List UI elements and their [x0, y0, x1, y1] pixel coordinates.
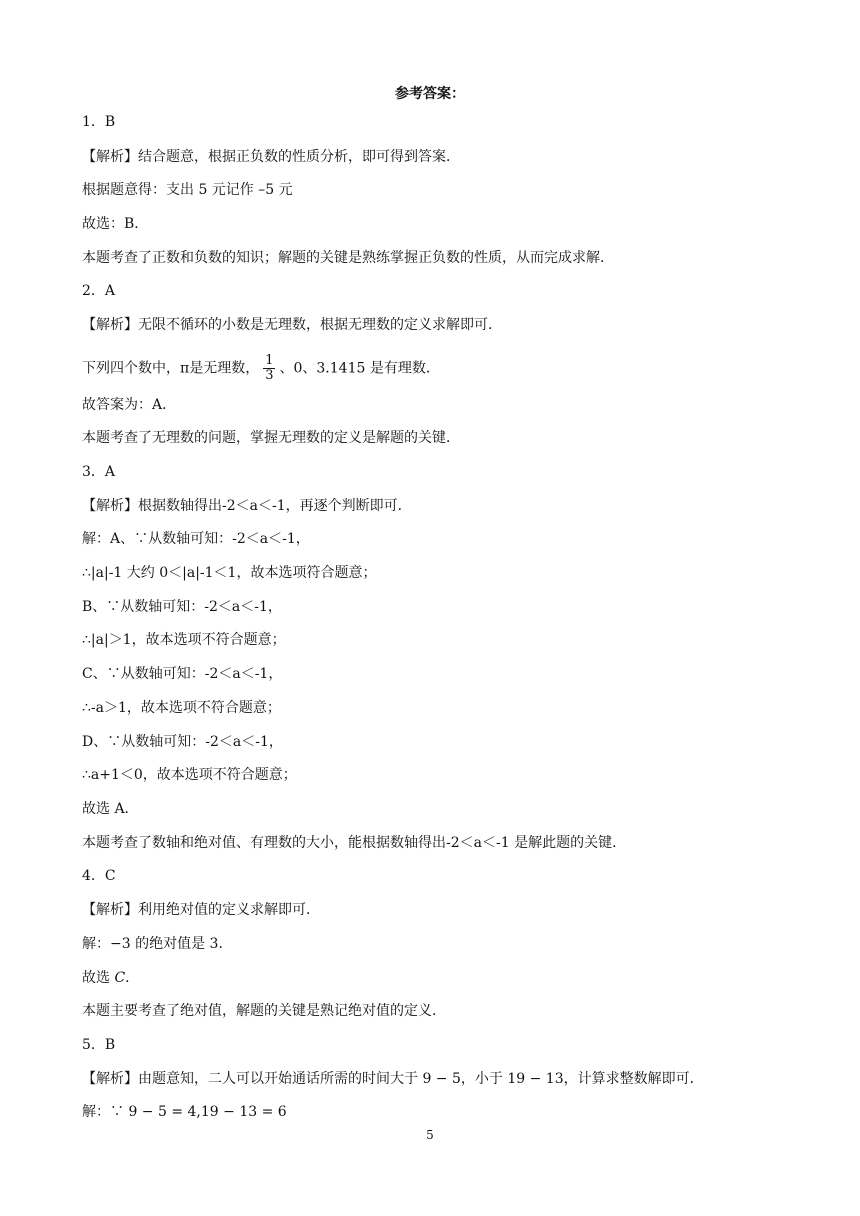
q4-choice-post: ．	[125, 970, 140, 986]
q4-choice-letter: C	[114, 970, 126, 986]
q2-choice: 故答案为：A．	[82, 397, 177, 413]
q4-step: 解：−3 的绝对值是 3．	[82, 936, 233, 952]
q1-step: 根据题意得：支出 5 元记作 –5 元	[82, 182, 293, 198]
q1-analysis: 【解析】结合题意，根据正负数的性质分析，即可得到答案．	[82, 149, 460, 165]
q2-summary: 本题考查了无理数的问题，掌握无理数的定义是解题的关键．	[82, 430, 460, 446]
q3-choice: 故选 A．	[82, 801, 139, 817]
page-number: 5	[426, 1128, 434, 1142]
q2-step-post: 、0、3.1415 是有理数．	[279, 360, 440, 377]
q2-heading: 2．A	[82, 283, 116, 299]
q3-line-8: ∴a+1＜0，故本选项不符合题意；	[82, 767, 297, 783]
q3-line-3: B、∵从数轴可知：-2＜a＜-1，	[82, 599, 282, 615]
q4-choice-pre: 故选	[82, 970, 110, 986]
q5-step: 解：∵ 9 − 5 = 4,19 − 13 = 6	[82, 1104, 287, 1120]
q3-line-4: ∴|a|＞1，故本选项不符合题意；	[82, 632, 286, 648]
q4-heading: 4．C	[82, 868, 116, 884]
q3-line-7: D、∵从数轴可知：-2＜a＜-1，	[82, 734, 283, 750]
fraction-denominator: 3	[265, 368, 274, 383]
q5-analysis: 【解析】由题意知，二人可以开始通话所需的时间大于 9 − 5，小于 19 − 13，计算求整数解即可．	[82, 1071, 704, 1087]
q1-heading: 1．B	[82, 114, 116, 130]
fraction-numerator: 1	[265, 353, 274, 368]
q4-summary: 本题主要考查了绝对值，解题的关键是熟记绝对值的定义．	[82, 1003, 446, 1019]
q3-analysis: 【解析】根据数轴得出-2＜a＜-1，再逐个判断即可．	[82, 498, 412, 514]
q2-step-pre: 下列四个数中，π是无理数，	[82, 360, 260, 377]
q3-line-6: ∴-a＞1，故本选项不符合题意；	[82, 700, 281, 716]
q3-heading: 3．A	[82, 464, 116, 480]
q3-line-2: ∴|a|-1 大约 0＜|a|-1＜1，故本选项符合题意；	[82, 565, 377, 581]
q3-summary: 本题考查了数轴和绝对值、有理数的大小，能根据数轴得出-2＜a＜-1 是解此题的关键．	[82, 835, 627, 851]
q4-analysis: 【解析】利用绝对值的定义求解即可．	[82, 902, 320, 918]
q1-choice: 故选：B．	[82, 216, 149, 232]
q2-step	[82, 354, 440, 383]
fraction-one-third	[263, 354, 275, 383]
q4-choice	[82, 968, 139, 988]
page-title: 参考答案：	[395, 86, 465, 102]
q3-line-5: C、∵从数轴可知：-2＜a＜-1，	[82, 666, 283, 682]
q3-line-1: 解：A、∵从数轴可知：-2＜a＜-1，	[82, 531, 310, 547]
q5-heading: 5．B	[82, 1037, 116, 1053]
q2-analysis: 【解析】无限不循环的小数是无理数，根据无理数的定义求解即可．	[82, 317, 502, 333]
q1-summary: 本题考查了正数和负数的知识；解题的关键是熟练掌握正负数的性质，从而完成求解．	[82, 250, 614, 266]
